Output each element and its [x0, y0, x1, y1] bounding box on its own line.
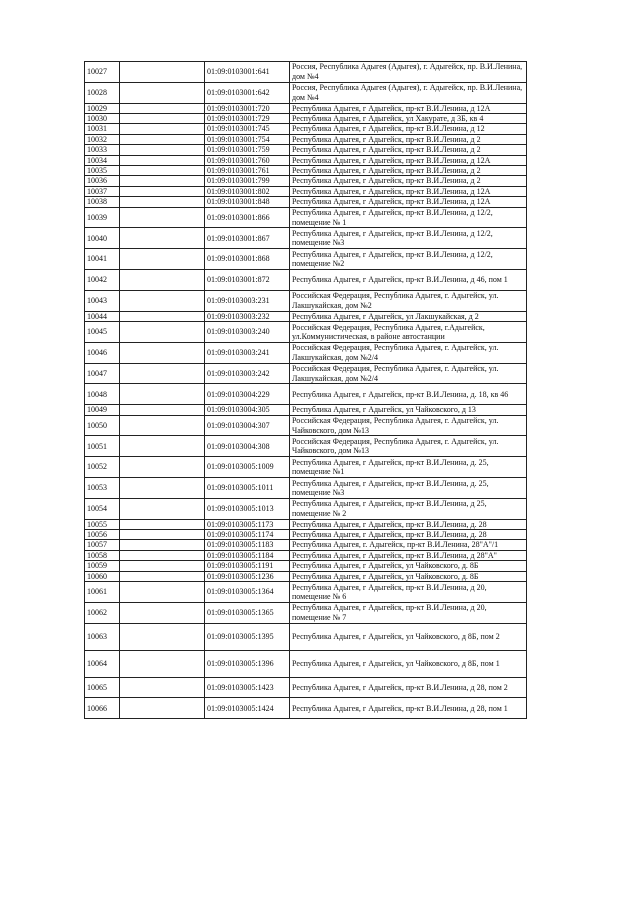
cadastral-number-cell: 01:09:0103001:642: [205, 82, 290, 103]
cadastral-number-cell: 01:09:0103005:1365: [205, 602, 290, 623]
cadastral-number-cell: 01:09:0103001:802: [205, 186, 290, 196]
empty-cell: [120, 540, 205, 550]
address-cell: Республика Адыгея, г Адыгейск, ул Чайковского, д 13: [290, 405, 527, 415]
table-row: [85, 207, 527, 228]
cadastral-number-cell: 01:09:0103003:242: [205, 363, 290, 384]
empty-cell: [120, 498, 205, 519]
cadastral-number-cell: 01:09:0103005:1009: [205, 457, 290, 478]
cadastral-number-cell: 01:09:0103005:1174: [205, 530, 290, 540]
address-cell: Республика Адыгея, г Адыгейск, ул Лакшукайская, д 2: [290, 311, 527, 321]
cadastral-number-cell: 01:09:0103001:848: [205, 197, 290, 207]
cadastral-number-cell: 01:09:0103004:305: [205, 405, 290, 415]
cadastral-number-cell: 01:09:0103005:1011: [205, 478, 290, 499]
cadastral-number-cell: 01:09:0103004:307: [205, 415, 290, 436]
empty-cell: [120, 582, 205, 603]
cadastral-number-cell: 01:09:0103005:1395: [205, 623, 290, 650]
empty-cell: [120, 322, 205, 343]
row-number-cell: 10045: [85, 322, 120, 343]
table-row: [85, 114, 527, 124]
table-row: [85, 270, 527, 291]
address-cell: Республика Адыгея, г Адыгейск, пр-кт В.И.Ленина, д 20, помещение № 6: [290, 582, 527, 603]
row-number-cell: 10057: [85, 540, 120, 550]
row-number-cell: 10038: [85, 197, 120, 207]
address-cell: Республика Адыгея, г Адыгейск, пр-кт В.И.Ленина, д 12/2, помещение №3: [290, 228, 527, 249]
address-cell: Российская Федерация, Республика Адыгея, г. Адыгейск, ул. Чайковского, дом №13: [290, 415, 527, 436]
table-row: [85, 124, 527, 134]
row-number-cell: 10060: [85, 571, 120, 581]
cadastral-number-cell: 01:09:0103004:308: [205, 436, 290, 457]
cadastral-number-cell: 01:09:0103001:872: [205, 270, 290, 291]
table-row: [85, 623, 527, 650]
empty-cell: [120, 677, 205, 698]
row-number-cell: 10064: [85, 650, 120, 677]
row-number-cell: 10048: [85, 384, 120, 405]
empty-cell: [120, 186, 205, 196]
empty-cell: [120, 457, 205, 478]
address-cell: Республика Адыгея, г Адыгейск, пр-кт В.И.Ленина, д 12А: [290, 186, 527, 196]
empty-cell: [120, 207, 205, 228]
address-cell: Республика Адыгея, г Адыгейск, пр-кт В.И.Ленина, д 12А: [290, 197, 527, 207]
empty-cell: [120, 519, 205, 529]
row-number-cell: 10061: [85, 582, 120, 603]
empty-cell: [120, 602, 205, 623]
row-number-cell: 10042: [85, 270, 120, 291]
row-number-cell: 10050: [85, 415, 120, 436]
cadastral-number-cell: 01:09:0103001:641: [205, 62, 290, 83]
row-number-cell: 10041: [85, 249, 120, 270]
empty-cell: [120, 530, 205, 540]
table-row: [85, 103, 527, 113]
empty-cell: [120, 405, 205, 415]
empty-cell: [120, 82, 205, 103]
row-number-cell: 10037: [85, 186, 120, 196]
row-number-cell: 10028: [85, 82, 120, 103]
empty-cell: [120, 124, 205, 134]
table-row: [85, 82, 527, 103]
empty-cell: [120, 166, 205, 176]
address-cell: Республика Адыгея, г Адыгейск, пр-кт В.И.Ленина, д 28, пом 1: [290, 698, 527, 719]
row-number-cell: 10047: [85, 363, 120, 384]
address-cell: Республика Адыгея, г Адыгейск, пр-кт В.И.Ленина, д 12/2, помещение № 1: [290, 207, 527, 228]
empty-cell: [120, 623, 205, 650]
empty-cell: [120, 571, 205, 581]
table-row: [85, 561, 527, 571]
cadastral-number-cell: 01:09:0103003:231: [205, 290, 290, 311]
address-cell: Россия, Республика Адыгея (Адыгея), г. Адыгейск, пр. В.И.Ленина, дом №4: [290, 62, 527, 83]
address-cell: Республика Адыгея, г Адыгейск, ул Чайковского, д 8Б, пом 2: [290, 623, 527, 650]
address-cell: Республика Адыгея, г Адыгейск, пр-кт В.И.Ленина, д. 25, помещение №3: [290, 478, 527, 499]
empty-cell: [120, 145, 205, 155]
cadastral-number-cell: 01:09:0103003:240: [205, 322, 290, 343]
row-number-cell: 10039: [85, 207, 120, 228]
row-number-cell: 10034: [85, 155, 120, 165]
address-cell: Республика Адыгея, г Адыгейск, пр-кт В.И.Ленина, д 2: [290, 145, 527, 155]
empty-cell: [120, 342, 205, 363]
cadastral-number-cell: 01:09:0103005:1013: [205, 498, 290, 519]
empty-cell: [120, 176, 205, 186]
table-row: [85, 457, 527, 478]
address-cell: Республика Адыгея, г Адыгейск, пр-кт В.И.Ленина, д. 25, помещение №1: [290, 457, 527, 478]
row-number-cell: 10036: [85, 176, 120, 186]
table-row: [85, 363, 527, 384]
address-cell: Республика Адыгея, г Адыгейск, ул Чайковского, д. 8Б: [290, 561, 527, 571]
table-row: [85, 698, 527, 719]
cadastral-number-cell: 01:09:0103005:1364: [205, 582, 290, 603]
table-row: [85, 176, 527, 186]
cadastral-number-cell: 01:09:0103001:760: [205, 155, 290, 165]
empty-cell: [120, 436, 205, 457]
row-number-cell: 10043: [85, 290, 120, 311]
cadastral-number-cell: 01:09:0103005:1423: [205, 677, 290, 698]
table-row: [85, 530, 527, 540]
address-cell: Российская Федерация, Республика Адыгея, г.Адыгейск, ул.Коммунистическая, в районе автостанции: [290, 322, 527, 343]
cadastral-number-cell: 01:09:0103001:761: [205, 166, 290, 176]
cadastral-number-cell: 01:09:0103001:867: [205, 228, 290, 249]
cadastral-number-cell: 01:09:0103005:1173: [205, 519, 290, 529]
cadastral-number-cell: 01:09:0103001:745: [205, 124, 290, 134]
row-number-cell: 10058: [85, 550, 120, 560]
row-number-cell: 10033: [85, 145, 120, 155]
empty-cell: [120, 228, 205, 249]
row-number-cell: 10030: [85, 114, 120, 124]
cadastral-number-cell: 01:09:0103005:1184: [205, 550, 290, 560]
empty-cell: [120, 290, 205, 311]
address-cell: Республика Адыгея, г Адыгейск, пр-кт В.И.Ленина, д 12/2, помещение №2: [290, 249, 527, 270]
cadastral-number-cell: 01:09:0103005:1236: [205, 571, 290, 581]
address-cell: Республика Адыгея, г. Адыгейск, пр-кт В.И.Ленина, 28"А"/1: [290, 540, 527, 550]
address-cell: Республика Адыгея, г Адыгейск, пр-кт В.И.Ленина, д. 18, кв 46: [290, 384, 527, 405]
row-number-cell: 10065: [85, 677, 120, 698]
table-row: [85, 186, 527, 196]
row-number-cell: 10031: [85, 124, 120, 134]
table-row: [85, 650, 527, 677]
empty-cell: [120, 415, 205, 436]
address-cell: Республика Адыгея, г Адыгейск, пр-кт В.И.Ленина, д 12А: [290, 155, 527, 165]
address-cell: Республика Адыгея, г Адыгейск, пр-кт В.И.Ленина, д 46, пом 1: [290, 270, 527, 291]
table-row: [85, 342, 527, 363]
row-number-cell: 10040: [85, 228, 120, 249]
row-number-cell: 10046: [85, 342, 120, 363]
row-number-cell: 10062: [85, 602, 120, 623]
address-cell: Республика Адыгея, г Адыгейск, пр-кт В.И.Ленина, д 2: [290, 176, 527, 186]
cadastral-number-cell: 01:09:0103004:229: [205, 384, 290, 405]
row-number-cell: 10049: [85, 405, 120, 415]
row-number-cell: 10054: [85, 498, 120, 519]
cadastral-number-cell: 01:09:0103005:1183: [205, 540, 290, 550]
table-row: [85, 311, 527, 321]
table-row: [85, 540, 527, 550]
table-row: [85, 405, 527, 415]
row-number-cell: 10035: [85, 166, 120, 176]
cadastral-number-cell: 01:09:0103005:1424: [205, 698, 290, 719]
row-number-cell: 10059: [85, 561, 120, 571]
address-cell: Республика Адыгея, г Адыгейск, пр-кт В.И.Ленина, д 20, помещение № 7: [290, 602, 527, 623]
cadastral-number-cell: 01:09:0103001:754: [205, 134, 290, 144]
address-cell: Республика Адыгея, г Адыгейск, пр-кт В.И.Ленина, д 2: [290, 166, 527, 176]
address-cell: Республика Адыгея, г Адыгейск, пр-кт В.И.Ленина, д 12А: [290, 103, 527, 113]
table-row: [85, 571, 527, 581]
empty-cell: [120, 561, 205, 571]
row-number-cell: 10055: [85, 519, 120, 529]
empty-cell: [120, 134, 205, 144]
empty-cell: [120, 698, 205, 719]
table-row: [85, 197, 527, 207]
address-cell: Республика Адыгея, г Адыгейск, пр-кт В.И.Ленина, д 2: [290, 134, 527, 144]
table-row: [85, 228, 527, 249]
row-number-cell: 10044: [85, 311, 120, 321]
empty-cell: [120, 478, 205, 499]
table-row: [85, 145, 527, 155]
cadastral-number-cell: 01:09:0103005:1396: [205, 650, 290, 677]
empty-cell: [120, 270, 205, 291]
table-row: [85, 134, 527, 144]
table-row: [85, 62, 527, 83]
cadastral-number-cell: 01:09:0103003:241: [205, 342, 290, 363]
cadastral-number-cell: 01:09:0103001:759: [205, 145, 290, 155]
address-cell: Республика Адыгея, г Адыгейск, пр-кт В.И.Ленина, д 25, помещение № 2: [290, 498, 527, 519]
row-number-cell: 10053: [85, 478, 120, 499]
table-row: [85, 415, 527, 436]
empty-cell: [120, 62, 205, 83]
address-cell: Республика Адыгея, г Адыгейск, ул Хакурате, д 3Б, кв 4: [290, 114, 527, 124]
table-row: [85, 290, 527, 311]
empty-cell: [120, 311, 205, 321]
table-row: [85, 498, 527, 519]
cadastral-number-cell: 01:09:0103005:1191: [205, 561, 290, 571]
table-row: [85, 384, 527, 405]
address-cell: Российская Федерация, Республика Адыгея, г. Адыгейск, ул. Лакшукайская, дом №2/4: [290, 363, 527, 384]
empty-cell: [120, 197, 205, 207]
empty-cell: [120, 155, 205, 165]
address-cell: Республика Адыгея, г Адыгейск, пр-кт В.И.Ленина, д. 28: [290, 519, 527, 529]
empty-cell: [120, 650, 205, 677]
address-cell: Российская Федерация, Республика Адыгея, г. Адыгейск, ул. Чайковского, дом №13: [290, 436, 527, 457]
empty-cell: [120, 363, 205, 384]
table-row: [85, 677, 527, 698]
empty-cell: [120, 103, 205, 113]
address-cell: Республика Адыгея, г Адыгейск, пр-кт В.И.Ленина, д 12: [290, 124, 527, 134]
row-number-cell: 10032: [85, 134, 120, 144]
table-row: [85, 582, 527, 603]
row-number-cell: 10052: [85, 457, 120, 478]
address-cell: Республика Адыгея, г Адыгейск, ул Чайковского, д. 8Б: [290, 571, 527, 581]
cadastral-number-cell: 01:09:0103001:720: [205, 103, 290, 113]
registry-table-body: [85, 62, 527, 719]
empty-cell: [120, 384, 205, 405]
table-row: [85, 478, 527, 499]
row-number-cell: 10029: [85, 103, 120, 113]
table-row: [85, 550, 527, 560]
row-number-cell: 10027: [85, 62, 120, 83]
address-cell: Российская Федерация, Республика Адыгея, г. Адыгейск, ул. Лакшукайская, дом №2/4: [290, 342, 527, 363]
registry-table: [84, 61, 527, 719]
address-cell: Республика Адыгея, г Адыгейск, пр-кт В.И.Ленина, д. 28: [290, 530, 527, 540]
address-cell: Республика Адыгея, г Адыгейск, ул Чайковского, д 8Б, пом 1: [290, 650, 527, 677]
row-number-cell: 10056: [85, 530, 120, 540]
cadastral-number-cell: 01:09:0103001:799: [205, 176, 290, 186]
table-row: [85, 166, 527, 176]
table-row: [85, 519, 527, 529]
cadastral-number-cell: 01:09:0103003:232: [205, 311, 290, 321]
table-row: [85, 249, 527, 270]
table-row: [85, 155, 527, 165]
row-number-cell: 10063: [85, 623, 120, 650]
table-row: [85, 436, 527, 457]
empty-cell: [120, 114, 205, 124]
table-row: [85, 602, 527, 623]
address-cell: Россия, Республика Адыгея (Адыгея), г. Адыгейск, пр. В.И.Ленина, дом №4: [290, 82, 527, 103]
cadastral-number-cell: 01:09:0103001:868: [205, 249, 290, 270]
empty-cell: [120, 550, 205, 560]
address-cell: Российская Федерация, Республика Адыгея, г. Адыгейск, ул. Лакшукайская, дом №2: [290, 290, 527, 311]
address-cell: Республика Адыгея, г Адыгейск, пр-кт В.И.Ленина, д 28"А": [290, 550, 527, 560]
row-number-cell: 10066: [85, 698, 120, 719]
address-cell: Республика Адыгея, г Адыгейск, пр-кт В.И.Ленина, д 28, пом 2: [290, 677, 527, 698]
cadastral-number-cell: 01:09:0103001:866: [205, 207, 290, 228]
cadastral-number-cell: 01:09:0103001:729: [205, 114, 290, 124]
row-number-cell: 10051: [85, 436, 120, 457]
empty-cell: [120, 249, 205, 270]
table-row: [85, 322, 527, 343]
